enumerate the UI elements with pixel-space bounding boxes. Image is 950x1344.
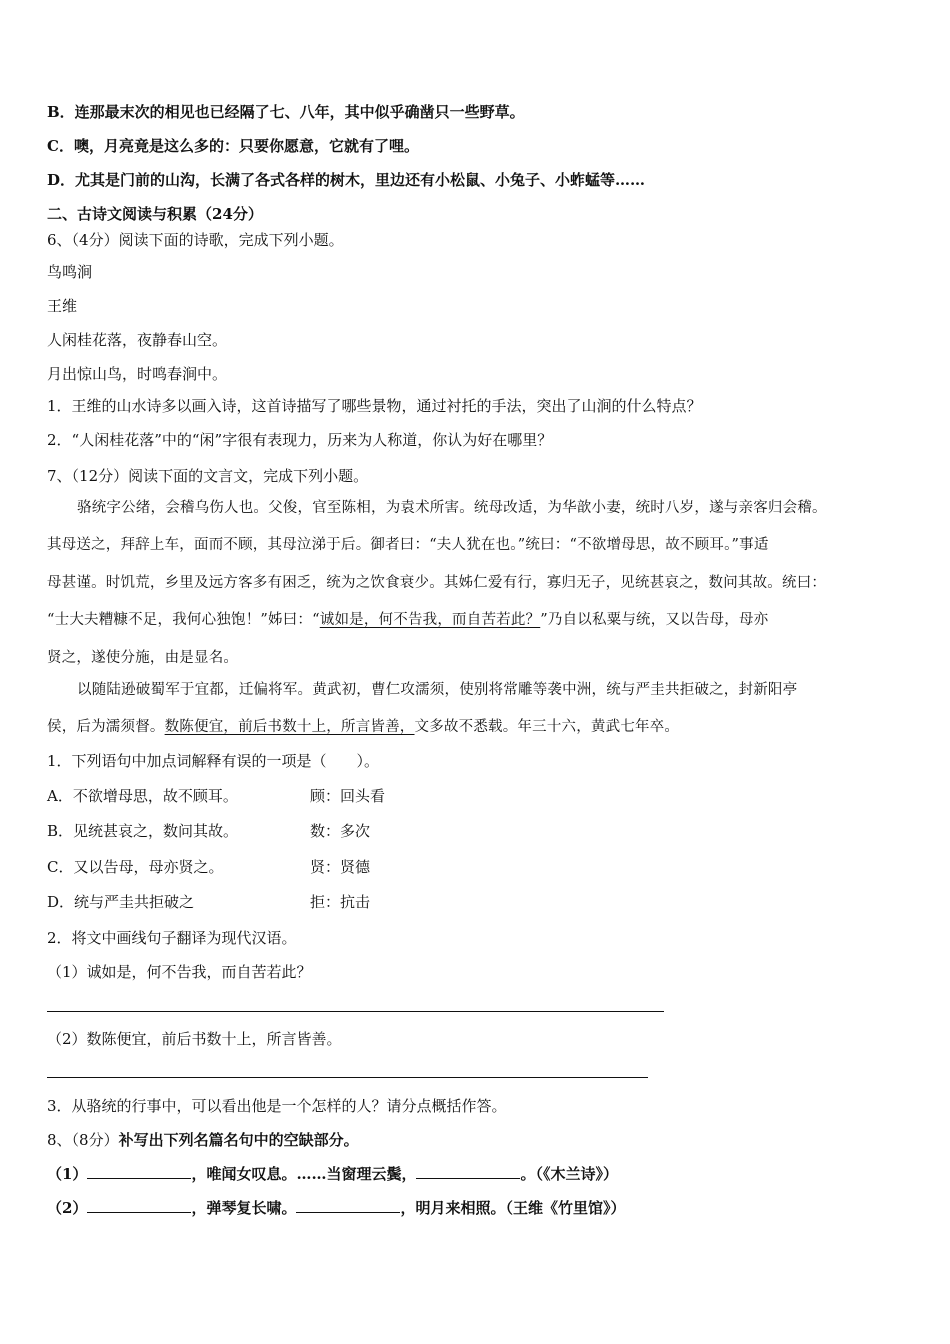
underlined-sentence-2: 数陈便宜，前后书数十上，所言皆善， bbox=[164, 719, 415, 735]
choice-option bbox=[47, 786, 447, 806]
blank[interactable] bbox=[87, 1164, 191, 1179]
verse-text: ，弹琴复长啸。 bbox=[191, 1199, 297, 1217]
verse-source: ，明月来相照。（王维《竹里馆》） bbox=[400, 1199, 626, 1217]
choice-option bbox=[47, 892, 447, 912]
blank[interactable] bbox=[87, 1198, 191, 1213]
passage-line: 母甚谨。时饥荒，乡里及远方客多有困乏，统为之饮食衰少。其姊仁爱有行，寡归无子，见统甚哀之，数问其故。统曰： bbox=[47, 575, 827, 591]
question-6-stem: 6、（4分）阅读下面的诗歌，完成下列小题。 bbox=[47, 231, 344, 249]
choice-text: C．又以告母，母亦贤之。 bbox=[47, 858, 224, 876]
blank[interactable] bbox=[416, 1164, 520, 1179]
section-heading: 二、古诗文阅读与积累（24分） bbox=[47, 205, 263, 223]
fill-blank-line-1 bbox=[47, 1164, 618, 1184]
translation-prompt-1: （1）诚如是，何不告我，而自苦若此？ bbox=[47, 963, 312, 981]
passage-line bbox=[47, 610, 768, 630]
poem-line-1: 人闲桂花落，夜静春山空。 bbox=[47, 331, 228, 349]
choice-text: A．不欲增母思，故不顾耳。 bbox=[47, 787, 238, 805]
option-b: B．连那最末次的相见也已经隔了七、八年，其中似乎确凿只一些野草。 bbox=[47, 103, 525, 121]
poem-author: 王维 bbox=[47, 297, 78, 315]
option-d: D．尤其是门前的山沟，长满了各式各样的树木，里边还有小松鼠、小兔子、小蚱蜢等…… bbox=[47, 171, 646, 189]
choice-meaning: 拒：抗击 bbox=[310, 893, 371, 911]
choice-option bbox=[47, 821, 447, 841]
question-number: 8、（8分） bbox=[47, 1131, 119, 1149]
q7-subquestion-1: 1．下列语句中加点词解释有误的一项是（ ）。 bbox=[47, 752, 380, 770]
verse-text: ，唯闻女叹息。……当窗理云鬓， bbox=[191, 1165, 417, 1183]
q7-subquestion-2: 2．将文中画线句子翻译为现代汉语。 bbox=[47, 929, 297, 947]
choice-meaning: 顾：回头看 bbox=[310, 787, 386, 805]
blank[interactable] bbox=[296, 1198, 400, 1213]
poem-line-2: 月出惊山鸟，时鸣春涧中。 bbox=[47, 365, 228, 383]
question-7-stem: 7、（12分）阅读下面的文言文，完成下列小题。 bbox=[47, 467, 369, 485]
q7-subquestion-3: 3．从骆统的行事中，可以看出他是一个怎样的人？请分点概括作答。 bbox=[47, 1097, 507, 1115]
passage-line: 骆统字公绪，会稽乌伤人也。父俊，官至陈相，为袁术所害。统母改适，为华歆小妻，统时八岁，遂与亲客归会稽。 bbox=[77, 500, 827, 516]
q6-subquestion-2: 2．“人闲桂花落”中的“闲”字很有表现力，历来为人称道，你认为好在哪里？ bbox=[47, 431, 553, 449]
choice-meaning: 数：多次 bbox=[310, 822, 371, 840]
choice-option bbox=[47, 857, 447, 877]
answer-line[interactable] bbox=[47, 1077, 648, 1078]
poem-title: 鸟鸣涧 bbox=[47, 263, 93, 281]
question-8-stem bbox=[47, 1130, 359, 1150]
item-number: （1） bbox=[47, 1165, 88, 1183]
q6-subquestion-1: 1．王维的山水诗多以画入诗，这首诗描写了哪些景物，通过衬托的手法，突出了山涧的什么特点？ bbox=[47, 397, 702, 415]
underlined-sentence-1: 诚如是，何不告我，而自苦若此？ bbox=[319, 612, 541, 628]
fill-blank-line-2 bbox=[47, 1198, 625, 1218]
passage-text: ”乃自以私粟与统，又以告母，母亦 bbox=[540, 612, 769, 628]
passage-text: “士大夫糟糠不足，我何心独饱！”姊曰：“ bbox=[47, 612, 320, 628]
passage-line: 贤之，遂使分施，由是显名。 bbox=[47, 650, 239, 666]
passage-line bbox=[47, 717, 679, 737]
item-number: （2） bbox=[47, 1199, 88, 1217]
passage-line: 其母送之，拜辞上车，面而不顾，其母泣涕于后。御者曰：“夫人犹在也。”统曰：“不欲增母思，故不顾耳。”事适 bbox=[47, 537, 769, 553]
question-instruction: 补写出下列名篇名句中的空缺部分。 bbox=[118, 1131, 359, 1149]
option-c: C．噢，月亮竟是这么多的：只要你愿意，它就有了哩。 bbox=[47, 137, 419, 155]
translation-prompt-2: （2）数陈便宜，前后书数十上，所言皆善。 bbox=[47, 1030, 342, 1048]
choice-text: B．见统甚哀之，数问其故。 bbox=[47, 822, 239, 840]
choice-text: D．统与严圭共拒破之 bbox=[47, 893, 195, 911]
answer-line[interactable] bbox=[47, 1011, 664, 1012]
passage-line: 以随陆逊破蜀军于宜都，迁偏将军。黄武初，曹仁攻濡须，使别将常雕等袭中洲，统与严圭共拒破之，封新阳亭 bbox=[77, 682, 798, 698]
passage-text: 文多故不悉载。年三十六，黄武七年卒。 bbox=[414, 719, 680, 735]
verse-source: 。（《木兰诗》） bbox=[520, 1165, 618, 1183]
choice-meaning: 贤：贤德 bbox=[310, 858, 371, 876]
passage-text: 侯，后为濡须督。 bbox=[47, 719, 165, 735]
